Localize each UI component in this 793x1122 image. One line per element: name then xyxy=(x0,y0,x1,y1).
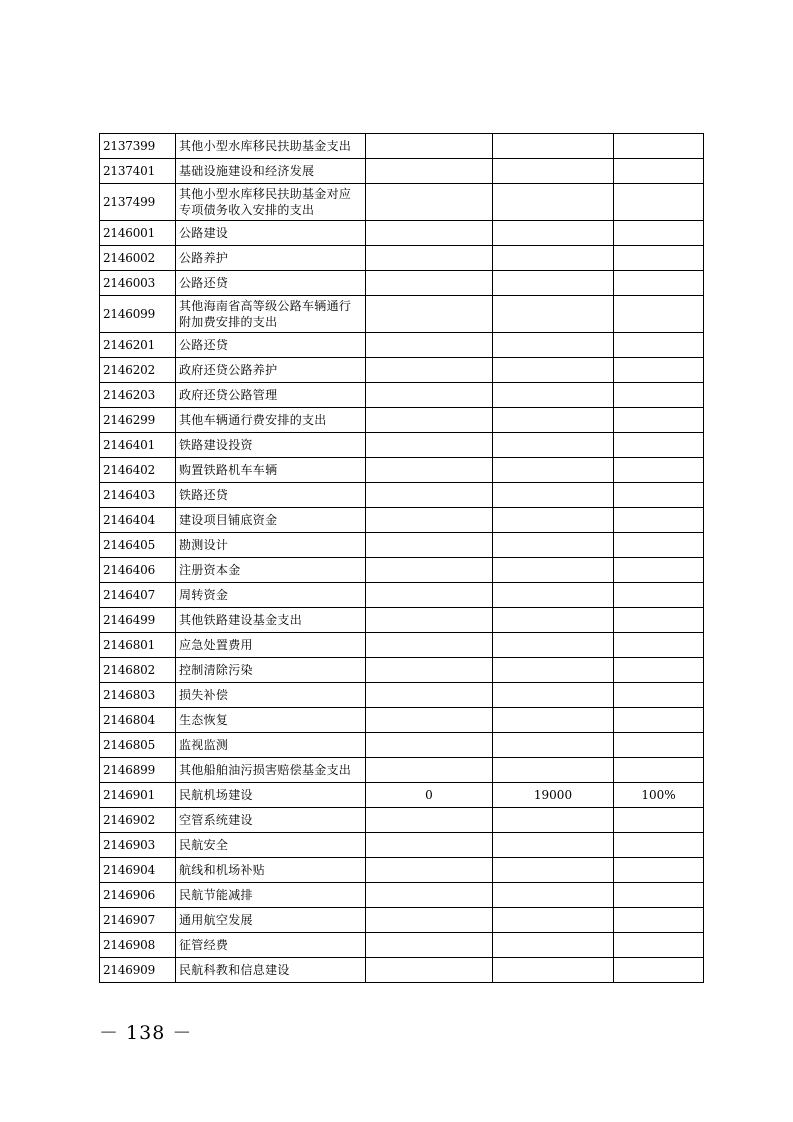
value-col2-cell xyxy=(493,933,614,958)
value-col1-cell xyxy=(366,883,493,908)
table-row xyxy=(100,808,704,833)
value-col3-cell xyxy=(614,271,704,296)
subject-code-cell: 2146406 xyxy=(100,558,176,583)
value-col2-cell xyxy=(493,833,614,858)
table-row xyxy=(100,958,704,983)
subject-name-cell: 铁路建设投资 xyxy=(176,433,366,458)
subject-name-cell: 铁路还贷 xyxy=(176,483,366,508)
value-col2-cell xyxy=(493,858,614,883)
table-row xyxy=(100,184,704,221)
value-col2-cell xyxy=(493,383,614,408)
subject-name-cell: 控制清除污染 xyxy=(176,658,366,683)
value-col3-cell xyxy=(614,433,704,458)
value-col3-cell xyxy=(614,159,704,184)
value-col3-cell xyxy=(614,583,704,608)
table-row xyxy=(100,221,704,246)
subject-name-cell: 民航节能减排 xyxy=(176,883,366,908)
table-row xyxy=(100,246,704,271)
value-col2-cell xyxy=(493,358,614,383)
subject-code-cell: 2146901 xyxy=(100,783,176,808)
value-col1-cell xyxy=(366,246,493,271)
table-row xyxy=(100,159,704,184)
value-col1-cell xyxy=(366,958,493,983)
value-col3-cell xyxy=(614,633,704,658)
value-col3-cell xyxy=(614,533,704,558)
value-col2-cell xyxy=(493,683,614,708)
value-col2-cell xyxy=(493,808,614,833)
value-col1-cell xyxy=(366,708,493,733)
value-col2-cell xyxy=(493,246,614,271)
subject-code-cell: 2137499 xyxy=(100,184,176,221)
table-row xyxy=(100,758,704,783)
table-row xyxy=(100,708,704,733)
value-col1-cell xyxy=(366,271,493,296)
value-col1-cell: 0 xyxy=(366,783,493,808)
value-col2-cell xyxy=(493,134,614,159)
subject-name-cell: 损失补偿 xyxy=(176,683,366,708)
subject-name-cell: 其他车辆通行费安排的支出 xyxy=(176,408,366,433)
value-col3-cell xyxy=(614,608,704,633)
value-col1-cell xyxy=(366,658,493,683)
subject-name-cell: 民航科教和信息建设 xyxy=(176,958,366,983)
value-col2-cell xyxy=(493,708,614,733)
value-col2-cell xyxy=(493,483,614,508)
table-body xyxy=(100,134,704,983)
subject-name-cell: 民航机场建设 xyxy=(176,783,366,808)
subject-name-cell: 通用航空发展 xyxy=(176,908,366,933)
value-col1-cell xyxy=(366,608,493,633)
table-row xyxy=(100,558,704,583)
subject-code-cell: 2146802 xyxy=(100,658,176,683)
value-col3-cell xyxy=(614,833,704,858)
subject-code-cell: 2146909 xyxy=(100,958,176,983)
table-row xyxy=(100,458,704,483)
table-row xyxy=(100,508,704,533)
subject-code-cell: 2146908 xyxy=(100,933,176,958)
subject-name-cell: 其他铁路建设基金支出 xyxy=(176,608,366,633)
value-col1-cell xyxy=(366,383,493,408)
subject-name-cell: 空管系统建设 xyxy=(176,808,366,833)
value-col1-cell xyxy=(366,808,493,833)
subject-code-cell: 2146001 xyxy=(100,221,176,246)
value-col3-cell xyxy=(614,184,704,221)
value-col1-cell xyxy=(366,358,493,383)
value-col2-cell xyxy=(493,733,614,758)
subject-name-cell: 航线和机场补贴 xyxy=(176,858,366,883)
value-col1-cell xyxy=(366,733,493,758)
value-col3-cell xyxy=(614,383,704,408)
subject-name-cell: 购置铁路机车车辆 xyxy=(176,458,366,483)
table-row xyxy=(100,583,704,608)
budget-expenditure-table xyxy=(99,133,704,983)
subject-name-cell: 其他小型水库移民扶助基金支出 xyxy=(176,134,366,159)
subject-code-cell: 2146803 xyxy=(100,683,176,708)
subject-code-cell: 2146906 xyxy=(100,883,176,908)
value-col2-cell xyxy=(493,908,614,933)
value-col2-cell xyxy=(493,333,614,358)
subject-code-cell: 2146203 xyxy=(100,383,176,408)
value-col3-cell xyxy=(614,483,704,508)
value-col3-cell xyxy=(614,408,704,433)
subject-name-cell: 政府还贷公路管理 xyxy=(176,383,366,408)
table-row xyxy=(100,134,704,159)
subject-code-cell: 2146407 xyxy=(100,583,176,608)
subject-code-cell: 2146899 xyxy=(100,758,176,783)
table-row xyxy=(100,783,704,808)
value-col1-cell xyxy=(366,583,493,608)
table-row xyxy=(100,296,704,333)
value-col3-cell xyxy=(614,908,704,933)
value-col3-cell xyxy=(614,683,704,708)
value-col3-cell xyxy=(614,458,704,483)
table-row xyxy=(100,608,704,633)
value-col3-cell xyxy=(614,558,704,583)
value-col1-cell xyxy=(366,408,493,433)
subject-name-cell: 基础设施建设和经济发展 xyxy=(176,159,366,184)
value-col1-cell xyxy=(366,508,493,533)
value-col3-cell xyxy=(614,221,704,246)
value-col3-cell: 100% xyxy=(614,783,704,808)
value-col2-cell xyxy=(493,184,614,221)
subject-code-cell: 2146805 xyxy=(100,733,176,758)
value-col2-cell xyxy=(493,159,614,184)
value-col1-cell xyxy=(366,933,493,958)
value-col2-cell xyxy=(493,408,614,433)
value-col2-cell xyxy=(493,558,614,583)
value-col3-cell xyxy=(614,958,704,983)
subject-code-cell: 2146401 xyxy=(100,433,176,458)
value-col1-cell xyxy=(366,908,493,933)
subject-code-cell: 2146903 xyxy=(100,833,176,858)
value-col2-cell xyxy=(493,296,614,333)
value-col2-cell xyxy=(493,271,614,296)
subject-code-cell: 2146002 xyxy=(100,246,176,271)
subject-code-cell: 2146404 xyxy=(100,508,176,533)
subject-name-cell: 民航安全 xyxy=(176,833,366,858)
subject-code-cell: 2146405 xyxy=(100,533,176,558)
subject-code-cell: 2146403 xyxy=(100,483,176,508)
value-col3-cell xyxy=(614,134,704,159)
table-row xyxy=(100,658,704,683)
value-col3-cell xyxy=(614,933,704,958)
table-row xyxy=(100,383,704,408)
subject-name-cell: 公路还贷 xyxy=(176,271,366,296)
value-col1-cell xyxy=(366,683,493,708)
table-row xyxy=(100,733,704,758)
table-row xyxy=(100,908,704,933)
value-col3-cell xyxy=(614,296,704,333)
value-col3-cell xyxy=(614,246,704,271)
value-col2-cell xyxy=(493,433,614,458)
table-row xyxy=(100,833,704,858)
value-col2-cell xyxy=(493,633,614,658)
subject-name-cell: 监视监测 xyxy=(176,733,366,758)
value-col1-cell xyxy=(366,558,493,583)
subject-name-cell: 公路养护 xyxy=(176,246,366,271)
value-col2-cell xyxy=(493,508,614,533)
value-col1-cell xyxy=(366,758,493,783)
value-col3-cell xyxy=(614,708,704,733)
value-col3-cell xyxy=(614,758,704,783)
subject-name-cell: 公路还贷 xyxy=(176,333,366,358)
subject-code-cell: 2146904 xyxy=(100,858,176,883)
value-col2-cell xyxy=(493,958,614,983)
value-col1-cell xyxy=(366,833,493,858)
value-col1-cell xyxy=(366,159,493,184)
value-col1-cell xyxy=(366,458,493,483)
subject-name-cell: 征管经费 xyxy=(176,933,366,958)
value-col1-cell xyxy=(366,296,493,333)
value-col2-cell xyxy=(493,658,614,683)
value-col1-cell xyxy=(366,433,493,458)
subject-code-cell: 2137399 xyxy=(100,134,176,159)
table-row xyxy=(100,483,704,508)
value-col3-cell xyxy=(614,808,704,833)
value-col3-cell xyxy=(614,733,704,758)
subject-name-cell: 注册资本金 xyxy=(176,558,366,583)
subject-name-cell: 其他海南省高等级公路车辆通行附加费安排的支出 xyxy=(176,296,366,333)
value-col2-cell xyxy=(493,583,614,608)
table-row xyxy=(100,271,704,296)
value-col1-cell xyxy=(366,633,493,658)
value-col3-cell xyxy=(614,358,704,383)
value-col1-cell xyxy=(366,483,493,508)
subject-code-cell: 2146907 xyxy=(100,908,176,933)
table-row xyxy=(100,433,704,458)
subject-name-cell: 生态恢复 xyxy=(176,708,366,733)
subject-code-cell: 2146402 xyxy=(100,458,176,483)
subject-name-cell: 政府还贷公路养护 xyxy=(176,358,366,383)
subject-name-cell: 公路建设 xyxy=(176,221,366,246)
value-col2-cell xyxy=(493,758,614,783)
value-col3-cell xyxy=(614,333,704,358)
value-col3-cell xyxy=(614,658,704,683)
value-col3-cell xyxy=(614,858,704,883)
subject-code-cell: 2137401 xyxy=(100,159,176,184)
subject-code-cell: 2146201 xyxy=(100,333,176,358)
value-col1-cell xyxy=(366,134,493,159)
value-col1-cell xyxy=(366,221,493,246)
value-col2-cell xyxy=(493,883,614,908)
subject-code-cell: 2146902 xyxy=(100,808,176,833)
value-col3-cell xyxy=(614,883,704,908)
subject-name-cell: 勘测设计 xyxy=(176,533,366,558)
value-col1-cell xyxy=(366,184,493,221)
value-col2-cell xyxy=(493,458,614,483)
subject-name-cell: 其他小型水库移民扶助基金对应专项债务收入安排的支出 xyxy=(176,184,366,221)
page-number: － 138 － xyxy=(99,1022,193,1044)
subject-code-cell: 2146499 xyxy=(100,608,176,633)
value-col2-cell xyxy=(493,221,614,246)
table-row xyxy=(100,358,704,383)
value-col1-cell xyxy=(366,858,493,883)
table-row xyxy=(100,533,704,558)
subject-name-cell: 建设项目铺底资金 xyxy=(176,508,366,533)
subject-code-cell: 2146202 xyxy=(100,358,176,383)
table-row xyxy=(100,858,704,883)
table-row xyxy=(100,933,704,958)
value-col3-cell xyxy=(614,508,704,533)
table-row xyxy=(100,408,704,433)
value-col2-cell xyxy=(493,533,614,558)
subject-code-cell: 2146801 xyxy=(100,633,176,658)
subject-code-cell: 2146804 xyxy=(100,708,176,733)
table-row xyxy=(100,883,704,908)
table-row xyxy=(100,633,704,658)
value-col2-cell xyxy=(493,608,614,633)
subject-code-cell: 2146299 xyxy=(100,408,176,433)
value-col1-cell xyxy=(366,333,493,358)
subject-name-cell: 周转资金 xyxy=(176,583,366,608)
value-col1-cell xyxy=(366,533,493,558)
value-col2-cell: 19000 xyxy=(493,783,614,808)
subject-name-cell: 应急处置费用 xyxy=(176,633,366,658)
table-row xyxy=(100,333,704,358)
table-row xyxy=(100,683,704,708)
subject-code-cell: 2146003 xyxy=(100,271,176,296)
subject-code-cell: 2146099 xyxy=(100,296,176,333)
subject-name-cell: 其他船舶油污损害赔偿基金支出 xyxy=(176,758,366,783)
